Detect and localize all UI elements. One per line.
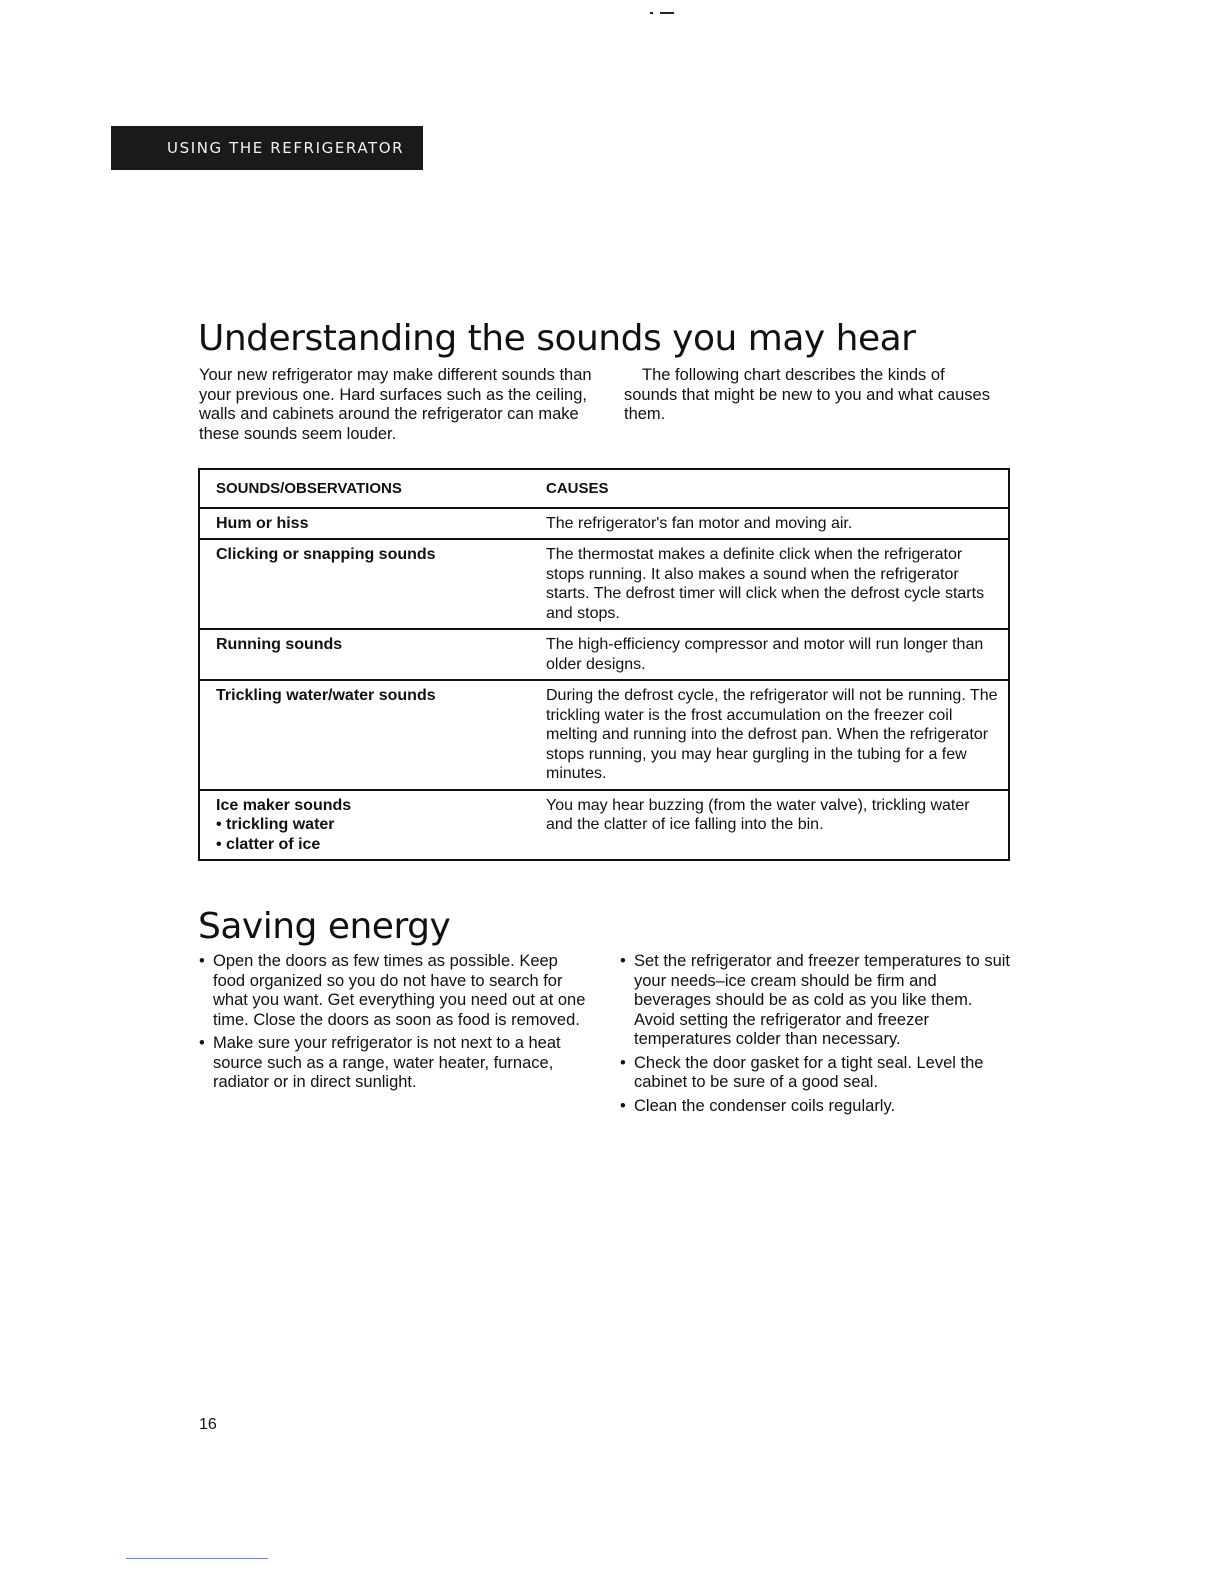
cause-cell: You may hear buzzing (from the water valve), trickling water and the clatter of ice falling into the bin.	[532, 790, 1009, 861]
energy-section-title: Saving energy	[198, 906, 451, 947]
scan-speck	[660, 12, 674, 14]
sounds-section-title: Understanding the sounds you may hear	[198, 318, 916, 359]
table-row	[199, 539, 1009, 629]
sound-sub-item: • trickling water	[216, 816, 335, 833]
list-item: • Make sure your refrigerator is not next to a heat source such as a range, water heater, furnace, radiator or in direct sunlight.	[199, 1034, 591, 1093]
sounds-intro-left: Your new refrigerator may make different sounds than your previous one. Hard surfaces such as the ceiling, walls and cabinets around the refrigerator can make these sounds seem louder.	[199, 366, 592, 443]
column-header-sounds: SOUNDS/OBSERVATIONS	[199, 469, 532, 508]
table-row	[199, 790, 1009, 861]
page-number: 16	[199, 1416, 217, 1433]
sound-cell	[199, 790, 532, 861]
sounds-intro-right: The following chart describes the kinds of sounds that might be new to you and what causes them.	[624, 366, 990, 423]
list-item: • Open the doors as few times as possible. Keep food organized so you do not have to search for what you want. Get everything you need out at one time. Close the doors as soon as food is removed.	[199, 952, 591, 1030]
sound-cell: Trickling water/water sounds	[199, 680, 532, 790]
cause-cell: The thermostat makes a definite click when the refrigerator stops running. It also makes a sound when the refrigerator starts. The defrost timer will click when the defrost cycle starts and stops.	[532, 539, 1009, 629]
section-header-bar	[111, 126, 423, 170]
sound-label: Ice maker sounds	[216, 796, 352, 814]
cause-cell: The high-efficiency compressor and motor will run longer than older designs.	[532, 629, 1009, 680]
cause-cell: The refrigerator's fan motor and moving air.	[532, 508, 1009, 540]
table-row	[199, 680, 1009, 790]
table-row	[199, 508, 1009, 540]
table-header-row	[199, 469, 1009, 508]
sound-sub-item: • clatter of ice	[216, 835, 321, 853]
energy-tips-right	[620, 952, 1012, 1120]
sound-cell: Running sounds	[199, 629, 532, 680]
scan-speck	[650, 12, 653, 14]
sound-cell: Hum or hiss	[199, 508, 532, 540]
list-item: • Set the refrigerator and freezer temperatures to suit your needs–ice cream should be firm and beverages should be as cold as you like them. Avoid setting the refrigerator and freezer temperatures colder than necessary.	[620, 952, 1012, 1050]
cause-cell: During the defrost cycle, the refrigerator will not be running. The trickling water is the frost accumulation on the freezer coil melting and running into the defrost pan. When the refrigerator stops running, you may hear gurgling in the tubing for a few minutes.	[532, 680, 1009, 790]
list-item: • Clean the condenser coils regularly.	[620, 1097, 1012, 1117]
column-header-causes: CAUSES	[532, 469, 1009, 508]
list-item: • Check the door gasket for a tight seal. Level the cabinet to be sure of a good seal.	[620, 1054, 1012, 1093]
footer-rule	[126, 1558, 268, 1559]
sounds-table	[198, 468, 1010, 861]
table-row	[199, 629, 1009, 680]
sound-cell: Clicking or snapping sounds	[199, 539, 532, 629]
section-header-label: USING THE REFRIGERATOR	[167, 139, 405, 157]
energy-tips-left	[199, 952, 591, 1097]
